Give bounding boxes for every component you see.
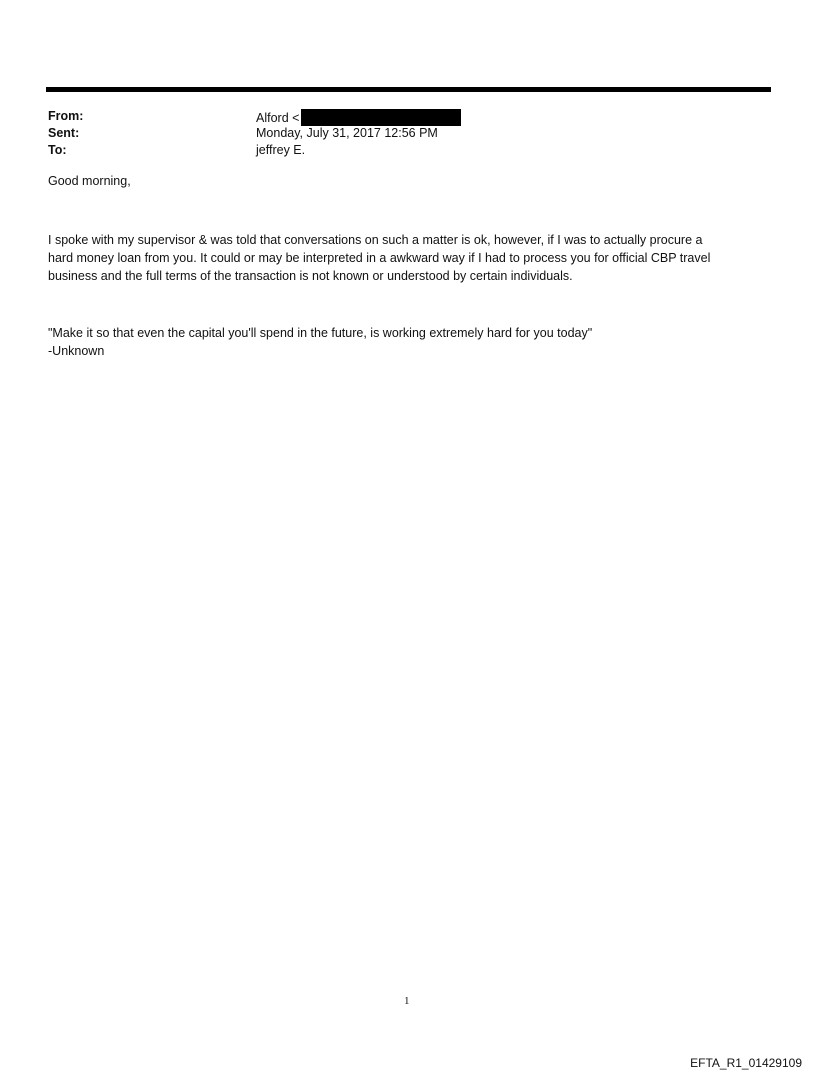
paragraph-line: hard money loan from you. It could or may be interpreted in a awkward way if I had to process you for official CBP travel: [48, 251, 711, 265]
greeting: Good morning,: [48, 174, 131, 188]
paragraph-line: I spoke with my supervisor & was told that conversations on such a matter is ok, however, if I was to actually procure a: [48, 233, 703, 247]
signature-quote: [48, 324, 592, 360]
page-number: 1: [404, 995, 410, 1007]
document-id: EFTA_R1_01429109: [690, 1056, 802, 1070]
quote-attribution: -Unknown: [48, 344, 105, 358]
sent-label: Sent:: [48, 126, 80, 140]
from-value: [256, 109, 461, 126]
sender-name: Alford <: [256, 111, 300, 125]
from-label: From:: [48, 109, 84, 123]
header-divider: [46, 87, 771, 92]
redaction-box: [301, 109, 461, 126]
quote-text: "Make it so that even the capital you'll spend in the future, is working extremely hard for you today": [48, 326, 593, 340]
body-paragraph: [48, 231, 710, 285]
sent-value: Monday, July 31, 2017 12:56 PM: [256, 126, 438, 140]
to-value: jeffrey E.: [256, 143, 306, 157]
paragraph-line: business and the full terms of the transaction is not known or understood by certain individuals.: [48, 269, 573, 283]
to-label: To:: [48, 143, 67, 157]
